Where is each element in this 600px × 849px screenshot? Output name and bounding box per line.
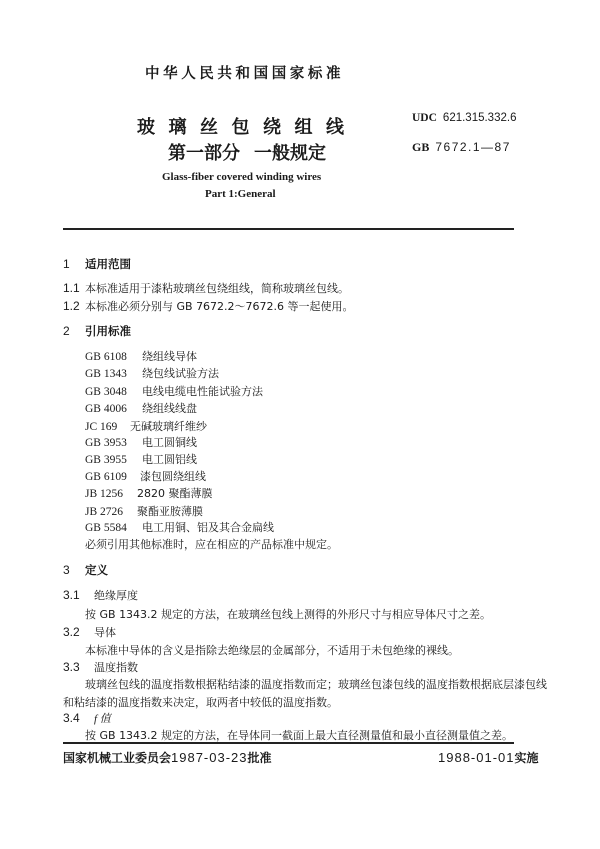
section-number: 2 [63,324,70,338]
header-divider [63,228,514,230]
clause-title: f 值 [94,713,111,725]
clause-number: 3.4 [63,711,80,725]
clause-1-2 [63,298,354,314]
reference-item: JB 1256 2820 聚酯薄膜 [85,487,213,500]
footer-divider [63,742,514,744]
clause-3-3-text-line1: 玻璃丝包线的温度指数根据粘结漆的温度指数而定；玻璃丝包漆包线的温度指数根据底层漆包线 [85,678,547,691]
gb-value: 7672.1—87 [435,140,511,154]
clause-number: 1.2 [63,299,80,313]
reference-item: GB 6109 漆包圆绕组线 [85,470,206,483]
section-3-heading [63,562,108,578]
udc-code [412,110,516,124]
reference-item: JC 169 无碱玻璃纤维纱 [85,420,207,433]
reference-item: GB 1343 绕包线试验方法 [85,367,219,380]
clause-number: 1.1 [63,281,80,295]
effective-suffix: 实施 [514,751,539,765]
section-number: 3 [63,563,70,577]
section-2-heading [63,323,131,339]
clause-title: 温度指数 [94,661,138,674]
part-label: 第一部分 [168,143,240,164]
effective-date: 1988-01-01 [438,750,515,765]
udc-label: UDC [412,112,437,124]
reference-item: GB 3048 电线电缆电性能试验方法 [85,385,263,398]
reference-item: GB 3953 电工圆铜线 [85,436,197,449]
document-subtitle-cn [168,139,326,165]
clause-3-3-text-line2: 和粘结漆的温度指数来决定，取两者中较低的温度指数。 [63,696,338,709]
clause-3-3 [63,659,138,675]
approval-info [63,749,272,766]
clause-number: 3.2 [63,625,80,639]
section-title: 引用标准 [85,324,131,338]
clause-text: 本标准必须分别与 GB 7672.2～7672.6 等一起使用。 [85,300,354,313]
reference-item: JB 2726 聚酯亚胺薄膜 [85,505,203,518]
reference-note: 必须引用其他标准时，应在相应的产品标准中规定。 [85,538,338,551]
section-title: 定义 [85,563,108,577]
clause-number: 3.1 [63,588,80,602]
clause-3-1 [63,587,138,603]
approval-suffix: 批准 [247,751,272,765]
reference-item: GB 6108 绕组线导体 [85,350,197,363]
clause-3-1-text: 按 GB 1343.2 规定的方法，在玻璃丝包线上测得的外形尺寸与相应导体尺寸之差。 [85,608,492,621]
section-1-heading [63,256,131,272]
clause-3-2 [63,624,116,640]
document-subtitle-en: Part 1:General [205,188,276,200]
reference-item: GB 3955 电工圆铝线 [85,453,197,466]
reference-item: GB 4006 绕组线线盘 [85,402,197,415]
section-number: 1 [63,257,70,271]
part-title: 一般规定 [254,143,326,164]
clause-3-4 [63,710,111,726]
section-title: 适用范围 [85,257,131,271]
approving-body: 国家机械工业委员会 [63,751,172,765]
approval-date: 1987-03-23 [171,750,248,765]
clause-number: 3.3 [63,660,80,674]
reference-item: GB 5584 电工用铜、铝及其合金扁线 [85,521,274,534]
clause-3-2-text: 本标准中导体的含义是指除去绝缘层的金属部分，不适用于未包绝缘的裸线。 [85,644,459,657]
clause-title: 导体 [94,626,116,639]
clause-text: 本标准适用于漆粘玻璃丝包绕组线，简称玻璃丝包线。 [85,282,349,295]
clause-1-1 [63,280,349,296]
document-title-en: Glass-fiber covered winding wires [162,171,322,183]
effective-info [438,749,539,766]
document-title-cn: 玻璃丝包绕组线 [137,117,358,138]
clause-3-4-text: 按 GB 1343.2 规定的方法，在导体同一截面上最大直径测量值和最小直径测量值之差。 [85,729,514,742]
clause-title: 绝缘厚度 [94,589,138,602]
standard-number [412,140,511,155]
national-standard-heading: 中华人民共和国国家标准 [145,66,345,82]
gb-label: GB [412,140,430,154]
udc-value: 621.315.332.6 [442,112,517,124]
